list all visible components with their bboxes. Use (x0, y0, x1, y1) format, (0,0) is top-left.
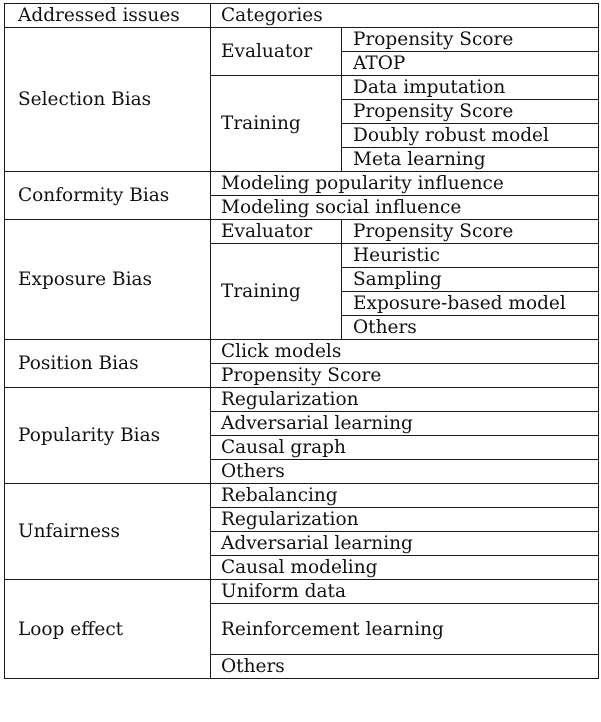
header-categories: Categories (211, 4, 599, 28)
category-cell: Modeling popularity influence (211, 172, 599, 196)
category-cell: Data imputation (342, 76, 599, 100)
header-addressed-issues: Addressed issues (5, 4, 211, 28)
category-cell: Regularization (211, 388, 599, 412)
category-cell: Propensity Score (211, 364, 599, 388)
table-row (5, 580, 599, 604)
category-cell: Exposure-based model (342, 292, 599, 316)
table-row (5, 28, 599, 52)
category-cell: Others (211, 655, 599, 679)
category-cell: ATOP (342, 52, 599, 76)
category-cell: Click models (211, 340, 599, 364)
issue-position-bias: Position Bias (5, 340, 211, 388)
table-row (5, 340, 599, 364)
table-row (5, 388, 599, 412)
category-cell: Propensity Score (342, 220, 599, 244)
issue-unfairness: Unfairness (5, 484, 211, 580)
category-cell: Uniform data (211, 580, 599, 604)
table-row (5, 220, 599, 244)
category-cell: Causal modeling (211, 556, 599, 580)
category-cell: Meta learning (342, 148, 599, 172)
category-cell: Propensity Score (342, 100, 599, 124)
category-cell: Others (211, 460, 599, 484)
header-row (5, 4, 599, 28)
selection-evaluator-label: Evaluator (211, 28, 342, 76)
issue-popularity-bias: Popularity Bias (5, 388, 211, 484)
category-cell: Sampling (342, 268, 599, 292)
exposure-evaluator-label: Evaluator (211, 220, 342, 244)
category-cell: Propensity Score (342, 28, 599, 52)
category-cell: Doubly robust model (342, 124, 599, 148)
exposure-training-label: Training (211, 244, 342, 340)
category-cell: Regularization (211, 508, 599, 532)
taxonomy-table-container (4, 3, 598, 679)
category-cell: Modeling social influence (211, 196, 599, 220)
table-row (5, 172, 599, 196)
category-cell: Rebalancing (211, 484, 599, 508)
selection-training-label: Training (211, 76, 342, 172)
issue-loop-effect: Loop effect (5, 580, 211, 679)
taxonomy-table (4, 3, 599, 679)
issue-selection-bias: Selection Bias (5, 28, 211, 172)
issue-conformity-bias: Conformity Bias (5, 172, 211, 220)
category-cell: Heuristic (342, 244, 599, 268)
table-row (5, 484, 599, 508)
category-cell: Causal graph (211, 436, 599, 460)
category-cell: Adversarial learning (211, 412, 599, 436)
issue-exposure-bias: Exposure Bias (5, 220, 211, 340)
category-cell: Reinforcement learning (211, 604, 599, 655)
category-cell: Others (342, 316, 599, 340)
category-cell: Adversarial learning (211, 532, 599, 556)
